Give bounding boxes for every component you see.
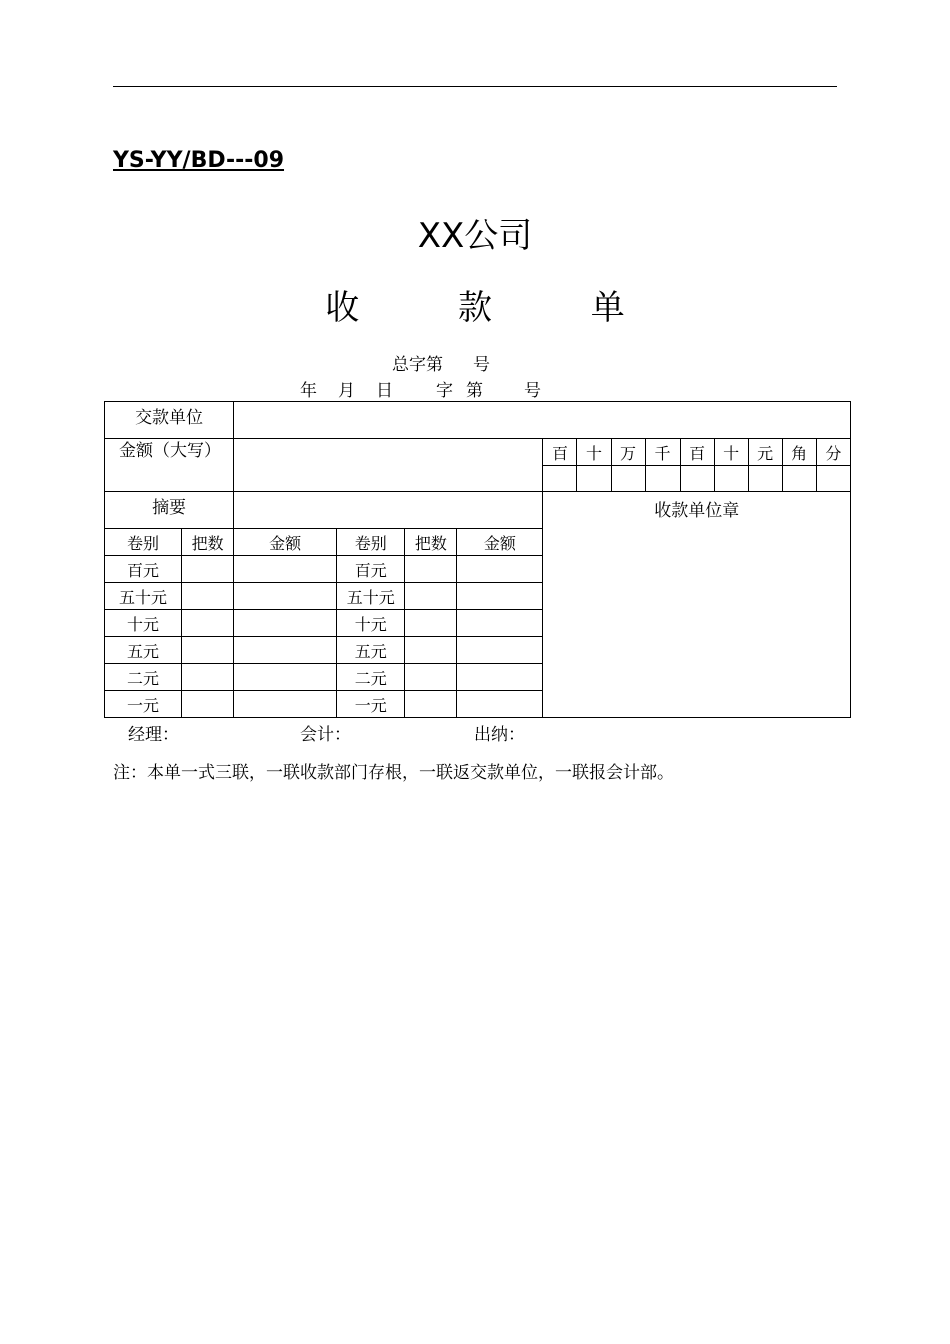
date-hao: 号	[524, 381, 541, 401]
denom-label: 百元	[105, 556, 182, 583]
accountant-signature: 会计：	[300, 725, 351, 745]
digit-cell[interactable]	[680, 466, 714, 492]
summary-field[interactable]	[234, 492, 543, 529]
count-cell[interactable]	[405, 664, 457, 691]
denom-label: 百元	[337, 556, 405, 583]
count-cell[interactable]	[405, 610, 457, 637]
serial-suffix: 号	[473, 355, 490, 375]
denom-label: 一元	[105, 691, 182, 718]
count-cell[interactable]	[182, 691, 234, 718]
stamp-area: 收款单位章	[543, 492, 851, 718]
denom-header: 金额	[234, 529, 337, 556]
document-code: YS-YY/BD---09	[113, 148, 285, 173]
digit-header: 百	[680, 439, 714, 466]
digit-header: 万	[611, 439, 645, 466]
payer-label: 交款单位	[105, 402, 234, 439]
denom-header: 卷别	[105, 529, 182, 556]
denom-label: 五元	[105, 637, 182, 664]
count-cell[interactable]	[182, 637, 234, 664]
digit-cell[interactable]	[577, 466, 611, 492]
receipt-table	[104, 401, 851, 718]
amount-cell[interactable]	[457, 637, 543, 664]
denom-label: 十元	[337, 610, 405, 637]
amount-cell[interactable]	[234, 556, 337, 583]
amount-cell[interactable]	[234, 637, 337, 664]
denom-label: 一元	[337, 691, 405, 718]
denom-label: 五十元	[337, 583, 405, 610]
digit-header: 角	[782, 439, 816, 466]
denom-label: 五十元	[105, 583, 182, 610]
amount-cell[interactable]	[234, 664, 337, 691]
count-cell[interactable]	[182, 610, 234, 637]
count-cell[interactable]	[182, 664, 234, 691]
payer-field[interactable]	[234, 402, 851, 439]
footnote: 注：本单一式三联，一联收款部门存根，一联返交款单位，一联报会计部。	[113, 763, 674, 783]
header-rule	[113, 86, 837, 87]
amount-cell[interactable]	[234, 583, 337, 610]
date-zi: 字	[436, 381, 453, 401]
amount-cell[interactable]	[234, 691, 337, 718]
amount-cell[interactable]	[457, 664, 543, 691]
cashier-signature: 出纳：	[474, 725, 525, 745]
digit-cell[interactable]	[611, 466, 645, 492]
digit-cell[interactable]	[748, 466, 782, 492]
serial-line	[392, 350, 490, 375]
denom-label: 五元	[337, 637, 405, 664]
count-cell[interactable]	[405, 583, 457, 610]
count-cell[interactable]	[405, 556, 457, 583]
date-month: 月	[338, 381, 355, 401]
denom-header: 把数	[182, 529, 234, 556]
digit-cell[interactable]	[714, 466, 748, 492]
digit-header: 千	[645, 439, 680, 466]
date-day: 日	[376, 381, 393, 401]
denom-label: 二元	[337, 664, 405, 691]
digit-cell[interactable]	[645, 466, 680, 492]
date-year: 年	[300, 381, 317, 401]
amount-label-text: 金额（大写）	[119, 441, 221, 461]
amount-cell[interactable]	[457, 556, 543, 583]
digit-header: 元	[748, 439, 782, 466]
summary-label: 摘要	[105, 492, 234, 529]
date-line	[300, 376, 541, 401]
digit-header: 分	[816, 439, 850, 466]
amount-cell[interactable]	[234, 610, 337, 637]
amount-cell[interactable]	[457, 610, 543, 637]
date-di: 第	[466, 381, 483, 401]
count-cell[interactable]	[405, 637, 457, 664]
company-name: XX公司	[417, 216, 533, 256]
manager-signature: 经理：	[128, 725, 179, 745]
digit-header: 百	[543, 439, 577, 466]
count-cell[interactable]	[182, 556, 234, 583]
amount-cell[interactable]	[457, 691, 543, 718]
count-cell[interactable]	[405, 691, 457, 718]
denom-header: 卷别	[337, 529, 405, 556]
amount-label	[105, 439, 234, 492]
amount-cell[interactable]	[457, 583, 543, 610]
digit-header: 十	[714, 439, 748, 466]
denom-label: 二元	[105, 664, 182, 691]
digit-header: 十	[577, 439, 611, 466]
amount-words-field[interactable]	[234, 439, 543, 492]
digit-cell[interactable]	[782, 466, 816, 492]
serial-prefix: 总字第	[392, 355, 443, 375]
count-cell[interactable]	[182, 583, 234, 610]
digit-cell[interactable]	[543, 466, 577, 492]
digit-cell[interactable]	[816, 466, 850, 492]
form-title: 收 款 单	[325, 288, 669, 328]
denom-header: 把数	[405, 529, 457, 556]
denom-label: 十元	[105, 610, 182, 637]
denom-header: 金额	[457, 529, 543, 556]
